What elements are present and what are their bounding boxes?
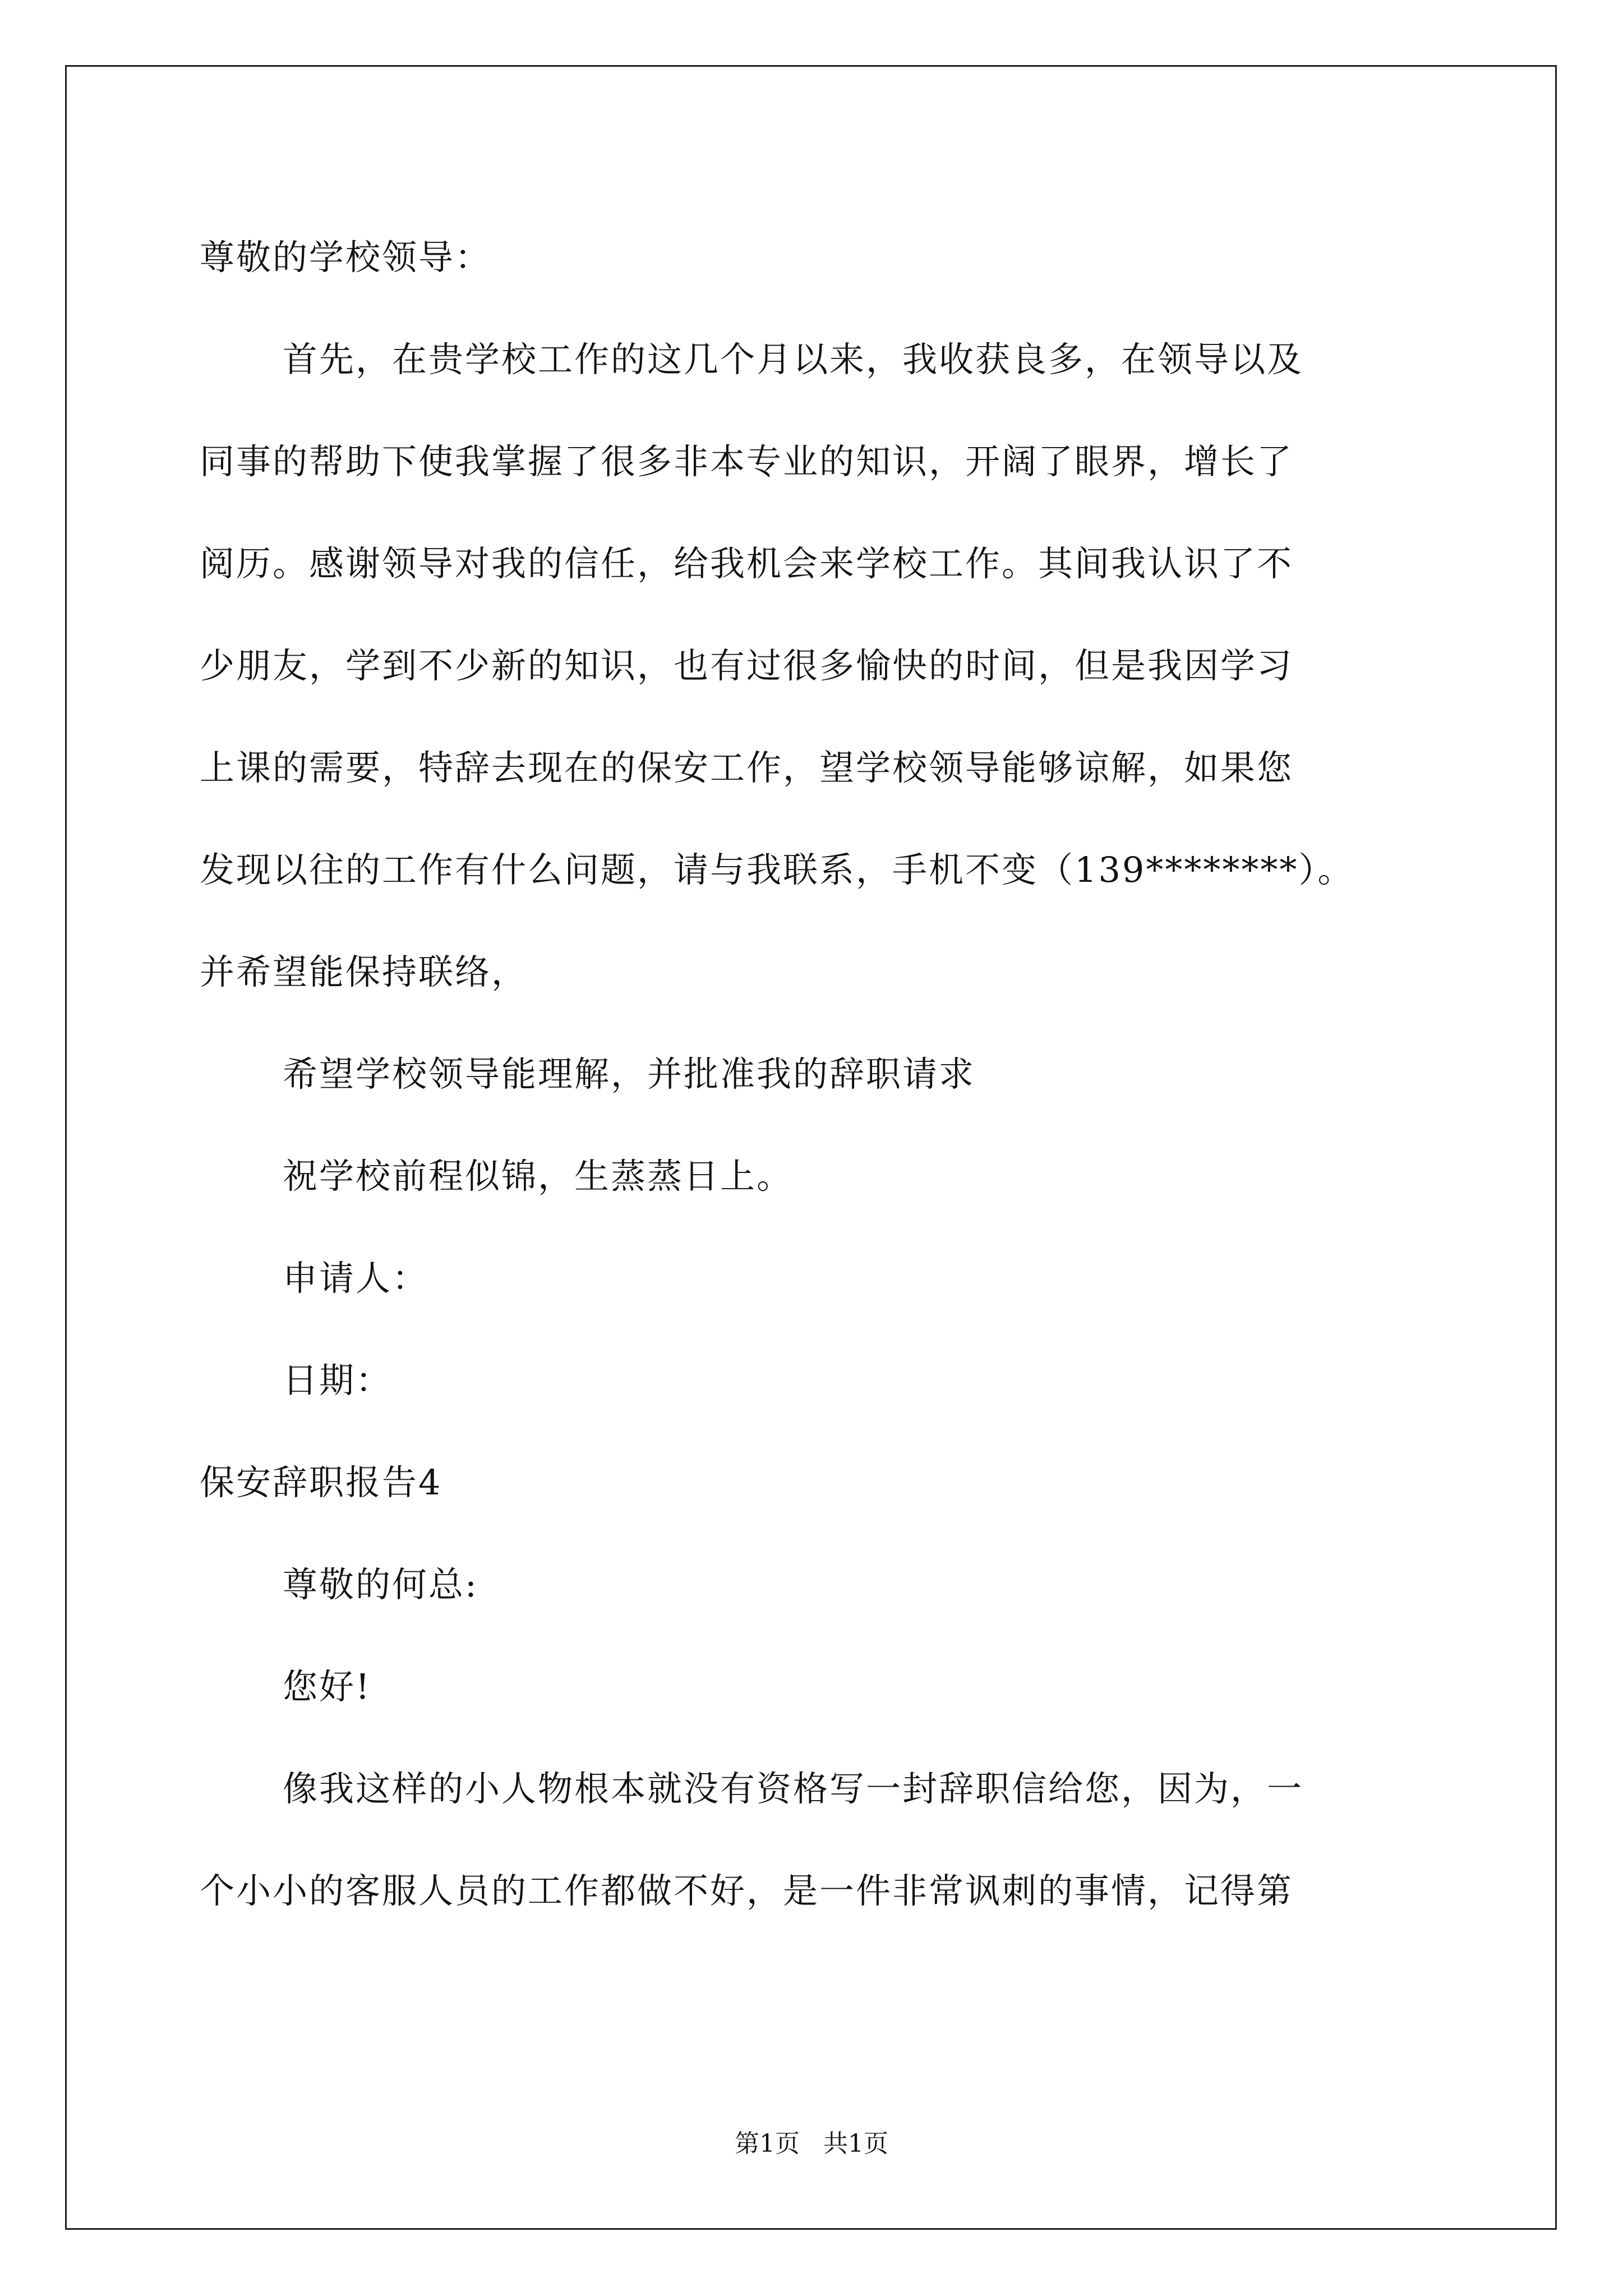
paragraph-2-line-2: 个小小的客服人员的工作都做不好，是一件非常讽刺的事情，记得第 — [200, 1870, 1294, 1911]
paragraph-1-line-1: 首先，在贵学校工作的这几个月以来，我收获良多，在领导以及 — [283, 339, 1304, 380]
paragraph-1-line-7: 并希望能保持联络， — [200, 951, 528, 992]
date-line: 日期： — [283, 1360, 393, 1401]
page-footer: 第1页 共1页 — [735, 2129, 888, 2158]
applicant-line: 申请人： — [283, 1258, 429, 1299]
section-heading: 保安辞职报告4 — [200, 1462, 442, 1503]
salutation-2-line: 尊敬的何总: — [283, 1564, 478, 1605]
paragraph-1-line-5: 上课的需要，特辞去现在的保安工作，望学校领导能够谅解，如果您 — [200, 747, 1294, 788]
greeting-line: 您好! — [283, 1666, 371, 1707]
wish-line: 祝学校前程似锦，生蒸蒸日上。 — [283, 1156, 794, 1197]
paragraph-1-line-2: 同事的帮助下使我掌握了很多非本专业的知识，开阔了眼界，增长了 — [200, 441, 1294, 482]
salutation-line: 尊敬的学校领导： — [200, 237, 492, 278]
paragraph-2-line-1: 像我这样的小人物根本就没有资格写一封辞职信给您，因为，一 — [283, 1768, 1304, 1809]
request-line: 希望学校领导能理解，并批准我的辞职请求 — [283, 1053, 976, 1094]
paragraph-1-line-4: 少朋友，学到不少新的知识，也有过很多愉快的时间，但是我因学习 — [200, 645, 1294, 686]
paragraph-1-line-6: 发现以往的工作有什么问题，请与我联系，手机不变（139********）。 — [200, 849, 1354, 890]
paragraph-1-line-3: 阅历。感谢领导对我的信任，给我机会来学校工作。其间我认识了不 — [200, 543, 1294, 584]
